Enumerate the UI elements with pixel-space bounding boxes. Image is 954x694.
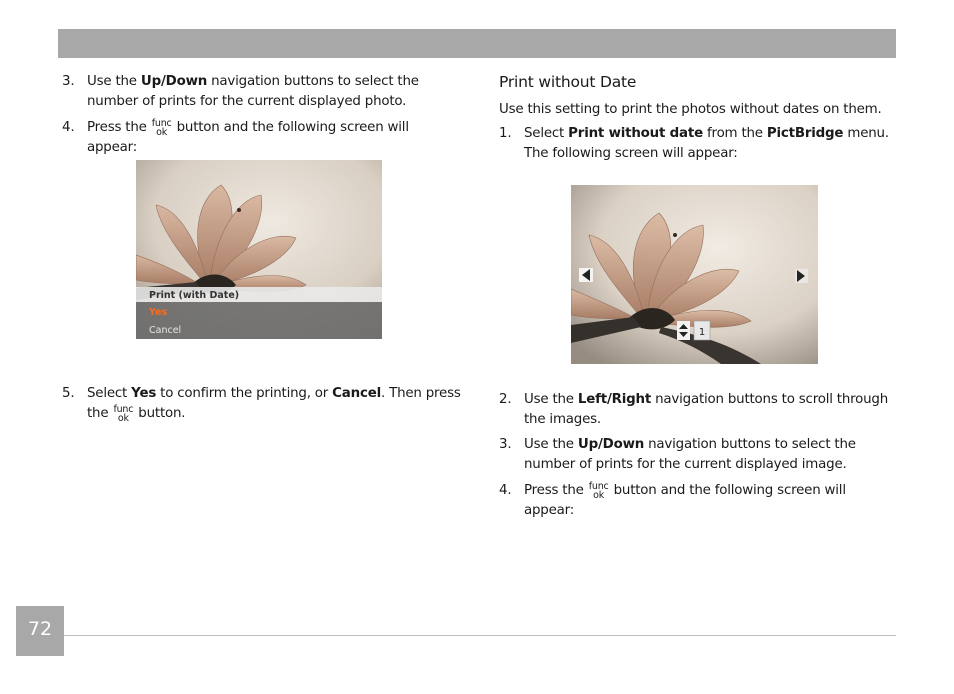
flower-photo xyxy=(571,185,818,364)
footer-divider xyxy=(64,635,896,636)
func-ok-icon: func ok xyxy=(151,118,172,138)
left-step-5: 5. Select Yes to confirm the printing, or Cancel. Then press the func ok button. xyxy=(62,386,461,424)
menu-item-yes: Yes xyxy=(149,307,168,318)
right-step-4: 4. Press the func ok button and the following screen will appear: xyxy=(499,481,846,518)
right-step-1: 1. Select Print without date from the PictBridge menu. The following screen will appear: xyxy=(499,126,889,161)
flower-photo xyxy=(136,160,382,339)
page-number: 72 xyxy=(16,606,64,656)
left-step-4: 4. Press the func ok button and the following screen will appear: xyxy=(62,118,409,155)
left-step-3: 3. Use the Up/Down navigation buttons to select the number of prints for the current displayed photo. xyxy=(62,74,419,109)
header-bar xyxy=(58,29,896,58)
right-arrow-icon xyxy=(795,269,808,283)
right-step-2: 2. Use the Left/Right navigation buttons to scroll through the images. xyxy=(499,392,889,427)
print-with-date-screen xyxy=(136,160,382,339)
left-arrow-icon xyxy=(579,268,593,282)
menu-item-print-with-date: Print (with Date) xyxy=(149,290,240,301)
right-step-3: 3. Use the Up/Down navigation buttons to select the number of prints for the current displayed image. xyxy=(499,437,856,472)
print-without-date-screen xyxy=(571,185,818,364)
section-heading: Print without Date xyxy=(499,73,637,91)
menu-item-cancel: Cancel xyxy=(149,325,182,336)
section-intro: Use this setting to print the photos without dates on them. xyxy=(499,102,882,117)
func-ok-icon: func ok xyxy=(113,404,134,424)
print-count: 1 xyxy=(698,327,706,338)
func-ok-icon: func ok xyxy=(588,481,609,501)
